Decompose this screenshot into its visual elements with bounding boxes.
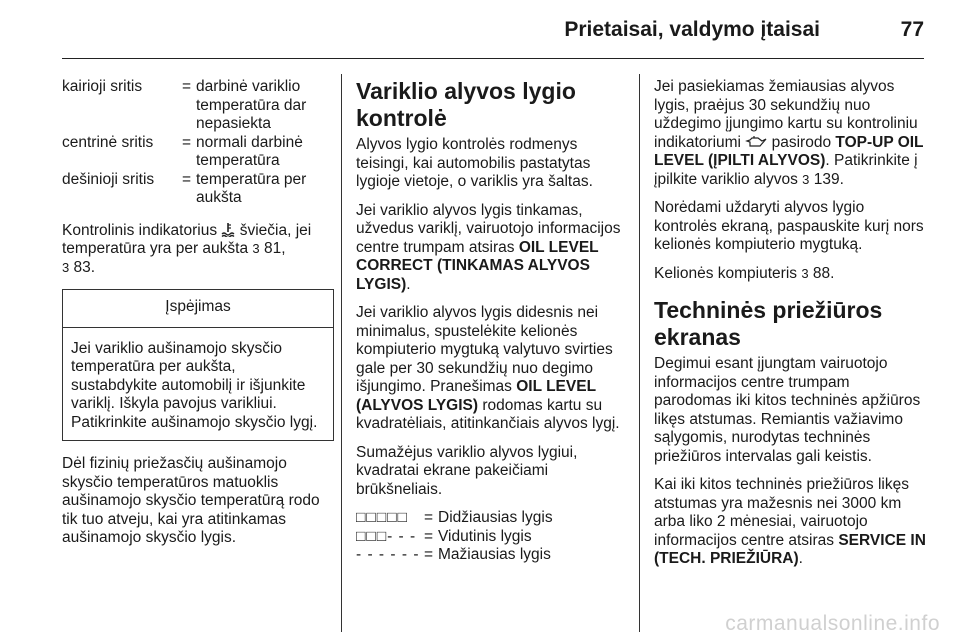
definition-description: darbinė variklio temperatūra dar nepasiekta <box>196 78 307 132</box>
oil-can-icon <box>745 135 767 148</box>
paragraph: Alyvos lygio kontrolės rodmenys teisingi, kai automobilis pastatytas lygioje vietoje, o variklis yra šaltas. <box>356 136 593 190</box>
definition-description: normali darbinė temperatūra <box>196 133 303 169</box>
reference-arrow-icon: 3 <box>62 259 70 275</box>
warning-title: Įspėjimas <box>63 290 333 328</box>
gauge-definition-list <box>62 78 334 208</box>
legend-row <box>356 546 626 565</box>
section-heading-service: Techninės priežiūros ekranas <box>654 297 883 350</box>
definition-row <box>62 171 334 208</box>
equals-sign: = <box>424 546 434 563</box>
definition-term: kairioji sritis <box>62 78 143 95</box>
definition-term: dešinioji sritis <box>62 170 155 188</box>
equals-sign: = <box>424 509 434 526</box>
definition-row <box>62 134 334 171</box>
equals-sign: = <box>424 527 434 545</box>
page-header-title: Prietaisai, valdymo įtaisai <box>564 18 820 41</box>
page-reference-link[interactable]: 88. <box>812 264 835 282</box>
reference-arrow-icon: 3 <box>252 241 260 256</box>
page-reference-link[interactable]: 83. <box>73 258 96 276</box>
display-message: OIL LEVEL CORRECT (TINKAMAS ALYVOS LYGIS) <box>356 238 599 293</box>
page-reference-link[interactable]: 139. <box>813 170 844 188</box>
definition-term: centrinė sritis <box>62 133 154 151</box>
display-message: SERVICE IN (TECH. PRIEŽIŪRA) <box>654 531 926 567</box>
paragraph <box>654 476 926 569</box>
section-heading-oil-level: Variklio alyvos lygio kontrolė <box>356 78 576 131</box>
reference-arrow-icon: 3 <box>801 265 809 281</box>
text-span: . Patikrinkite į įpilkite variklio alyvos <box>654 152 918 188</box>
equals-sign: = <box>182 133 192 151</box>
legend-row <box>356 528 626 547</box>
level-symbol: □□□□□ <box>356 509 408 526</box>
warning-text: Jei variklio aušinamojo skysčio temperatūra per aukšta, sustabdykite automobilį ir išjunkite variklį. Iškyla pavojus varikliui. Patikrinkite aušinamojo skysčio lygį. <box>71 339 318 431</box>
level-symbol: - - - - - - <box>356 546 420 563</box>
paragraph <box>654 265 926 284</box>
column-divider-1 <box>341 74 342 632</box>
text-span: Jei variklio alyvos lygis tinkamas, užvedus variklį, vairuotojo informacijos centre trumpam atsiras <box>356 201 621 256</box>
paragraph <box>654 78 926 189</box>
paragraph: Sumažėjus variklio alyvos lygiui, kvadratai ekrane pakeičiami brūkšneliais. <box>356 443 578 498</box>
definition-description: temperatūra per aukšta <box>196 170 307 206</box>
text-span: . <box>798 550 803 567</box>
text-span: Kelionės kompiuteris <box>654 264 802 282</box>
text-span: Jei pasiekiamas žemiausias alyvos lygis, praėjus 30 sekundžių nuo uždegimo įjungimo kartu su kontroliniu indikatoriumi <box>654 78 918 151</box>
legend-row <box>356 509 626 528</box>
column-divider-2 <box>639 74 640 632</box>
paragraph: Norėdami uždaryti alyvos lygio kontrolės ekraną, paspauskite kurį nors kelionės kompiuterio mygtuką. <box>654 199 924 253</box>
text-span: Jei variklio alyvos lygis didesnis nei minimalus, spustelėkite kelionės kompiuterio mygtuką valytuvo svirties gale per 30 sekundžių nuo degimo išjungimo. Pranešimas <box>356 304 613 395</box>
page-number: 77 <box>900 18 924 41</box>
page-reference-link[interactable]: 81 <box>263 240 282 257</box>
header-divider <box>62 58 924 59</box>
paragraph <box>356 304 626 434</box>
text-span: Kontrolinis indikatorius <box>62 221 222 239</box>
level-label: Mažiausias lygis <box>438 546 551 563</box>
level-label: Vidutinis lygis <box>438 527 532 545</box>
column-left <box>62 78 334 558</box>
warning-box <box>62 289 334 441</box>
display-message: TOP-UP OIL LEVEL (ĮPILTI ALYVOS) <box>654 133 924 169</box>
text-span: Kai iki kitos techninės priežiūros likęs atstumas yra mažesnis nei 3000 km arba liko 2 mėnesiai, vairuotojo informacijos centre atsiras <box>654 476 909 549</box>
level-symbol: □□□- - - <box>356 527 417 545</box>
level-label: Didžiausias lygis <box>438 509 553 526</box>
watermark: carmanualsonline.info <box>725 612 940 635</box>
equals-sign: = <box>182 78 192 95</box>
display-message: OIL LEVEL (ALYVOS LYGIS) <box>356 378 596 414</box>
indicator-paragraph: Kontrolinis indikatorius šviečia, jei temperatūra yra per aukšta 3 81, 3 83. <box>62 221 312 276</box>
paragraph: Degimui esant įjungtam vairuotojo informacijos centre trumpam parodomas iki kitos techninės apžiūros likęs atstumas. Remiantis važiavimo sąlygomis, nurodytas techninės priežiūros intervalas gali keistis. <box>654 355 921 465</box>
reference-arrow-icon: 3 <box>802 171 810 187</box>
equals-sign: = <box>182 170 192 188</box>
oil-level-legend <box>356 509 626 565</box>
column-middle <box>356 78 626 565</box>
definition-row <box>62 78 334 134</box>
paragraph <box>356 202 626 295</box>
text-span: . <box>406 275 411 293</box>
column-right <box>654 78 926 579</box>
text-span: pasirodo <box>767 133 836 151</box>
text-span: rodomas kartu su kvadratėliais, atitinkančiais alyvos lygį. <box>356 396 620 432</box>
text-span: šviečia, jei temperatūra yra per aukšta <box>62 221 312 257</box>
coolant-gauge-note: Dėl fizinių priežasčių aušinamojo skysčio temperatūros matuoklis aušinamojo skysčio temperatūrą rodo tik tuo atveju, kai yra atitinkamas aušinamojo skysčio lygis. <box>62 455 320 546</box>
coolant-temperature-icon <box>221 222 235 237</box>
